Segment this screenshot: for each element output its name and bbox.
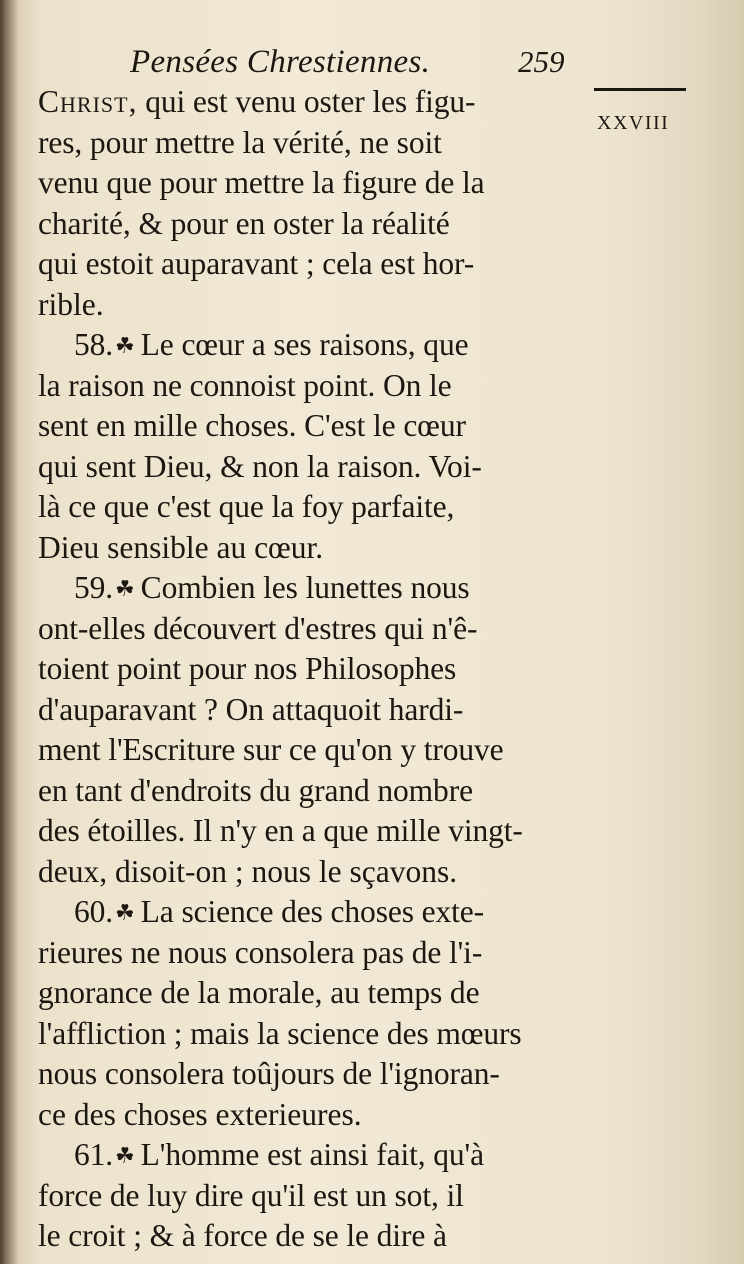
line-text: là ce que c'est que la foy parfaite, — [38, 489, 455, 524]
fleuron-icon: ☘ — [115, 332, 135, 358]
text-line — [38, 933, 598, 974]
line-text: qui sent Dieu, & non la raison. Voi- — [38, 448, 482, 484]
line-text: sent en mille choses. C'est le cœur — [38, 408, 466, 443]
line-text: la raison ne connoist point. On le — [38, 367, 452, 403]
paragraph-number: 60. — [74, 894, 114, 929]
text-line — [38, 1054, 598, 1095]
line-text: Dieu sensible au cœur. — [38, 529, 324, 565]
text-line — [38, 406, 598, 447]
fleuron-icon: ☘ — [115, 899, 135, 925]
text-line — [38, 690, 598, 731]
text-line — [38, 1095, 598, 1136]
text-line — [38, 771, 598, 812]
text-line — [38, 123, 598, 164]
text-line — [38, 285, 598, 326]
text-line — [38, 649, 598, 690]
text-line — [38, 892, 598, 933]
text-line — [38, 852, 598, 893]
text-line — [38, 366, 598, 407]
line-text: le croit ; & à force de se le dire à — [38, 1218, 447, 1253]
fleuron-icon: ☘ — [115, 575, 135, 601]
text-line — [38, 568, 598, 609]
text-line — [38, 447, 598, 488]
line-text: rieures ne nous consolera pas de l'i- — [38, 934, 483, 970]
line-text: La science des choses exte- — [140, 894, 485, 929]
line-text: rible. — [38, 286, 104, 322]
line-text: force de luy dire qu'il est un sot, il — [38, 1177, 464, 1213]
line-text: d'auparavant ? On attaquoit hardi- — [38, 691, 464, 727]
line-text: l'affliction ; mais la science des mœurs — [38, 1015, 522, 1051]
line-text: toient point pour nos Philosophes — [38, 651, 457, 686]
text-line — [38, 82, 598, 123]
gutter-shadow — [0, 0, 18, 1264]
page-number: 259 — [518, 44, 565, 79]
line-text: venu que pour mettre la figure de la — [38, 165, 485, 200]
line-text: gnorance de la morale, au temps de — [38, 975, 480, 1010]
text-line — [38, 973, 598, 1014]
running-head — [0, 38, 744, 88]
line-text: ont-elles découvert d'estres qui n'ê- — [38, 610, 478, 646]
line-text: res, pour mettre la vérité, ne soit — [38, 124, 442, 160]
text-line — [38, 325, 598, 366]
line-text: Christ, qui est venu oster les figu- — [38, 84, 476, 119]
paragraph-number: 59. — [74, 570, 114, 605]
margin-note: XXVIII — [597, 112, 670, 134]
line-text: ce des choses exterieures. — [38, 1096, 362, 1132]
text-line — [38, 730, 598, 771]
paragraph-number: 61. — [74, 1137, 114, 1172]
text-block — [38, 82, 598, 1257]
text-line — [38, 1216, 598, 1257]
line-text: ment l'Escriture sur ce qu'on y trouve — [38, 732, 504, 767]
line-text: L'homme est ainsi fait, qu'à — [140, 1137, 484, 1172]
line-text: des étoilles. Il n'y en a que mille vingt- — [38, 813, 523, 848]
text-line — [38, 811, 598, 852]
text-line — [38, 487, 598, 528]
text-line — [38, 609, 598, 650]
paragraph-number: 58. — [74, 327, 114, 362]
text-line — [38, 1135, 598, 1176]
running-title: Pensées Chrestiennes. — [130, 44, 431, 80]
text-line — [38, 163, 598, 204]
text-line — [38, 528, 598, 569]
text-line — [38, 1176, 598, 1217]
line-text: Combien les lunettes nous — [140, 570, 470, 605]
fleuron-icon: ☘ — [115, 1142, 135, 1168]
margin-rule — [594, 88, 686, 91]
text-line — [38, 1014, 598, 1055]
line-text: en tant d'endroits du grand nombre — [38, 772, 473, 808]
line-text: Le cœur a ses raisons, que — [140, 327, 469, 362]
line-text: charité, & pour en oster la réalité — [38, 205, 450, 241]
line-text: qui estoit auparavant ; cela est hor- — [38, 246, 475, 281]
line-text: deux, disoit-on ; nous le sçavons. — [38, 853, 458, 889]
text-line — [38, 204, 598, 245]
text-line — [38, 244, 598, 285]
line-text: nous consolera toûjours de l'ignoran- — [38, 1056, 500, 1091]
